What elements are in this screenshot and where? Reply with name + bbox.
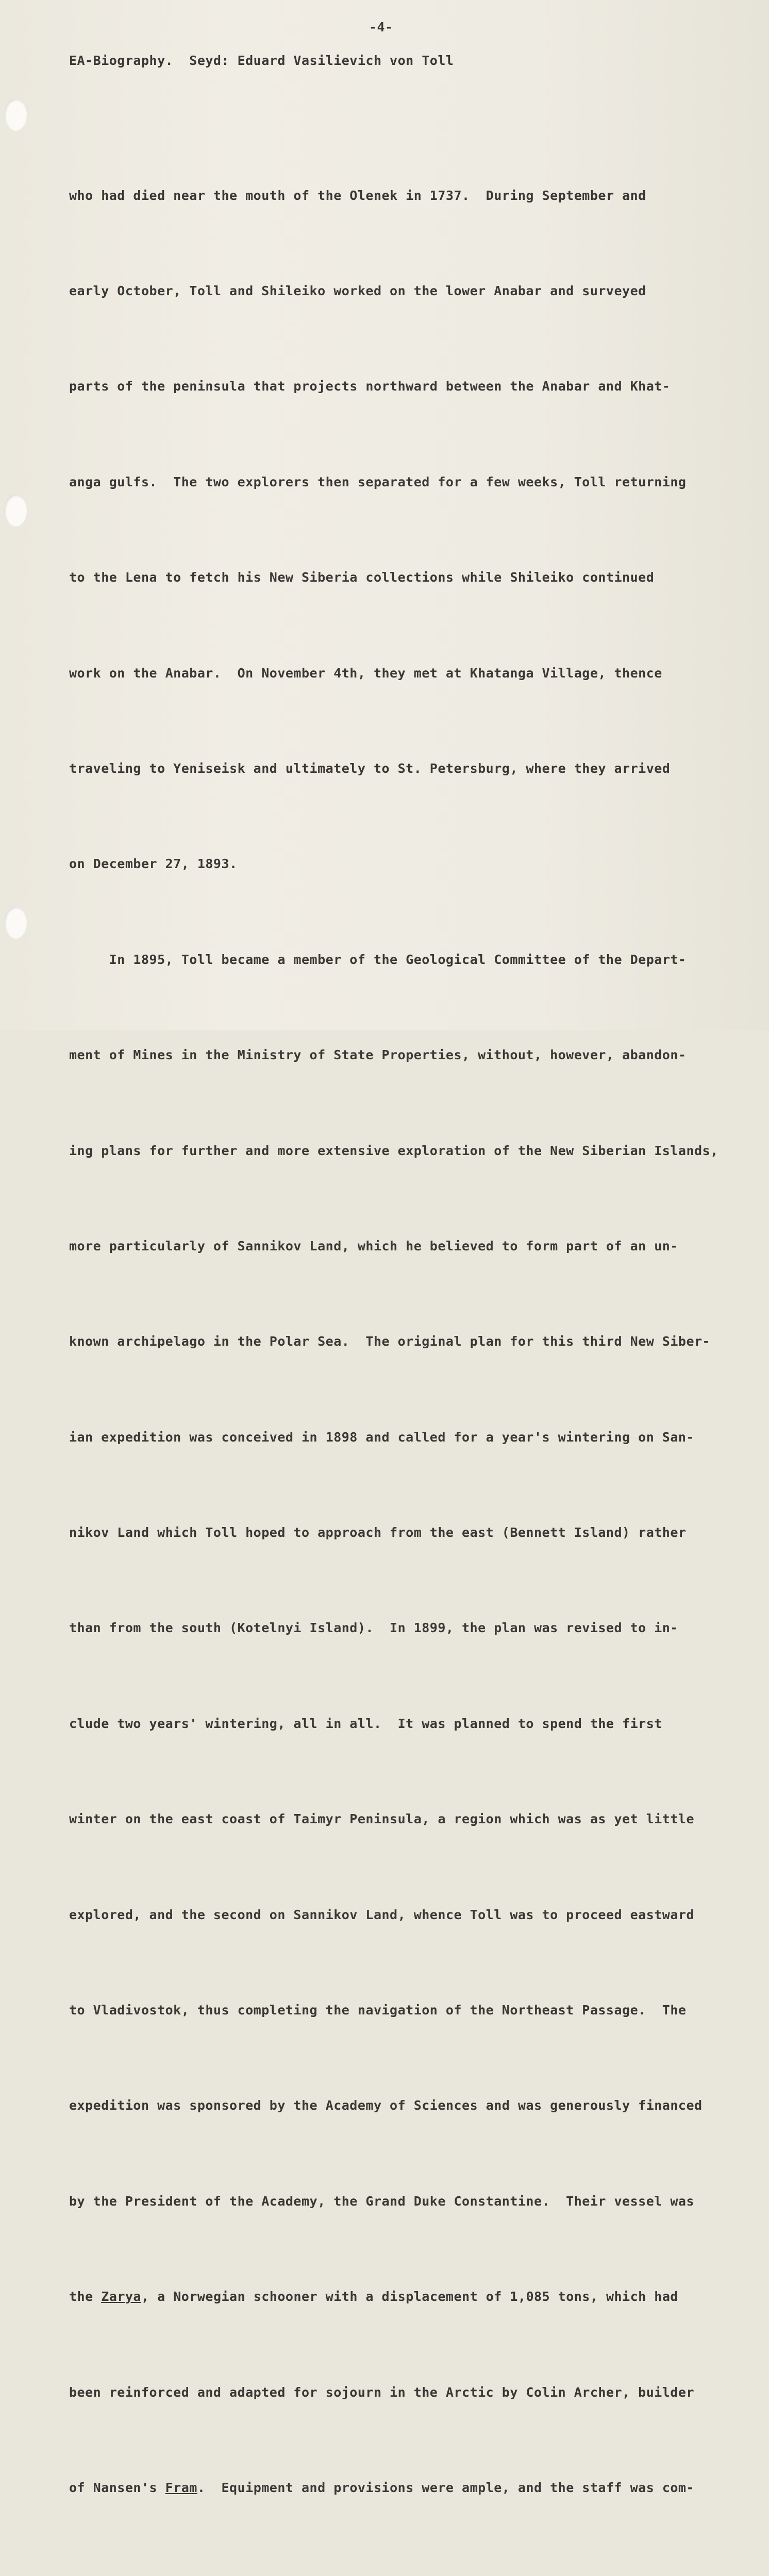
text-line: to the Lena to fetch his New Siberia collections while Shileiko continued bbox=[69, 570, 655, 585]
text-segment: . Equipment and provisions were ample, and the staff was com- bbox=[197, 2480, 695, 2495]
text-line: parts of the peninsula that projects northward between the Anabar and Khat- bbox=[69, 379, 671, 394]
text-line: work on the Anabar. On November 4th, they met at Khatanga Village, thence bbox=[69, 665, 662, 681]
text-line: clude two years' wintering, all in all. It was planned to spend the first bbox=[69, 1716, 662, 1731]
text-line: been reinforced and adapted for sojourn in the Arctic by Colin Archer, builder bbox=[69, 2384, 694, 2400]
text-line: to Vladivostok, thus completing the navigation of the Northeast Passage. The bbox=[69, 2003, 687, 2018]
text-line: ian expedition was conceived in 1898 and called for a year's wintering on San- bbox=[69, 1429, 694, 1445]
text-line: nikov Land which Toll hoped to approach from the east (Bennett Island) rather bbox=[69, 1525, 687, 1540]
text-line: on December 27, 1893. bbox=[69, 856, 238, 872]
text-line: anga gulfs. The two explorers then separated for a few weeks, Toll returning bbox=[69, 474, 687, 489]
body-text bbox=[69, 116, 718, 2576]
punch-hole bbox=[4, 495, 27, 527]
text-line: explored, and the second on Sannikov Land, whence Toll was to proceed eastward bbox=[69, 1907, 694, 1922]
text-line: traveling to Yeniseisk and ultimately to St. Petersburg, where they arrived bbox=[69, 760, 671, 776]
text-line-zarya bbox=[69, 2281, 718, 2313]
punch-hole bbox=[4, 907, 27, 939]
text-line-fram bbox=[69, 2472, 718, 2504]
text-line: by the President of the Academy, the Grand Duke Constantine. Their vessel was bbox=[69, 2193, 694, 2209]
document-header: EA-Biography. Seyd: Eduard Vasilievich von Toll bbox=[69, 53, 454, 68]
text-line: than from the south (Kotelnyi Island). In 1899, the plan was revised to in- bbox=[69, 1620, 678, 1636]
text-line: ing plans for further and more extensive exploration of the New Siberian Islands, bbox=[69, 1143, 718, 1158]
text-line: expedition was sponsored by the Academy of Sciences and was generously financed bbox=[69, 2098, 703, 2113]
punch-hole bbox=[4, 99, 27, 131]
page-number: -4- bbox=[369, 20, 393, 35]
text-line: winter on the east coast of Taimyr Peninsula, a region which was as yet little bbox=[69, 1811, 694, 1827]
text-segment: , a Norwegian schooner with a displacement of 1,085 tons, which had bbox=[141, 2289, 678, 2304]
ship-name-zarya: Zarya bbox=[101, 2289, 141, 2304]
text-line: more particularly of Sannikov Land, which he believed to form part of an un- bbox=[69, 1238, 678, 1253]
text-line: early October, Toll and Shileiko worked on the lower Anabar and surveyed bbox=[69, 283, 646, 298]
text-line: known archipelago in the Polar Sea. The original plan for this third New Siber- bbox=[69, 1334, 711, 1349]
text-line: who had died near the mouth of the Olenek in 1737. During September and bbox=[69, 188, 646, 203]
text-line bbox=[69, 2567, 718, 2576]
text-line: ment of Mines in the Ministry of State Properties, without, however, abandon- bbox=[69, 1047, 687, 1063]
text-segment: the bbox=[69, 2289, 102, 2304]
ship-name-fram: Fram bbox=[165, 2480, 197, 2495]
text-line: In 1895, Toll became a member of the Geological Committee of the Depart- bbox=[69, 952, 687, 967]
text-segment: of Nansen's bbox=[69, 2480, 165, 2495]
